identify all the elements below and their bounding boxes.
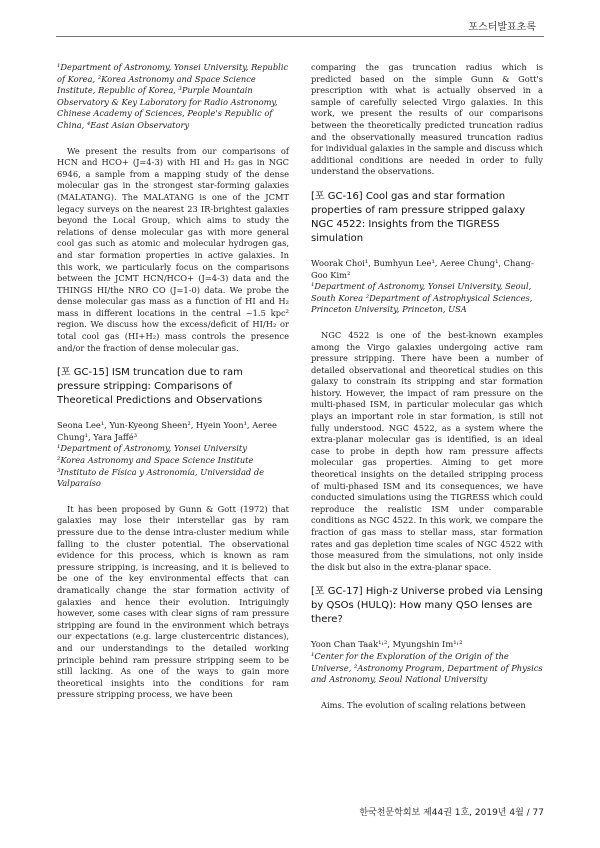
gc17-title: [포 GC-17] High-z Universe probed via Lensing by QSOs (HULQ): How many QSO lenses are there? (311, 586, 544, 626)
gc15-abstract: It has been proposed by Gunn & Gott (1972) that galaxies may lose their interstellar gas by ram pressure due to the dense intra-cluster medium while falling to the cluster potential. The observational evidence for this process, which is known as ram pressure stripping, is increasing, and it is believed to be one of the key environmental effects that can dramatically change the star formation activity of galaxies and hence their evolution. Intriguingly however, some cases with clear signs of ram pressure stripping are found in the environment which betrays our expectations (e.g. large clustercentric distances), and our understandings to the detailed working principle behind ram pressure stripping seem to be still lacking. As one of the ways to gain more theoretical insights into the conditions for ram pressure stripping process, we have been (57, 503, 289, 700)
gc17-abstract-start: Aims. The evolution of scaling relations between (321, 699, 526, 710)
affiliation-line: ³Instituto de Física y Astronomía, Universidad de Valparaíso (57, 466, 265, 489)
left-column (57, 62, 289, 713)
abstract-gc14-body: We present the results from our comparisons of HCN and HCO+ (J=4-3) with HI and H₂ gas in NGC 6946, a sample from a mapping study of the dense molecular gas in the strongest star-forming galaxies (MALATANG). The MALATANG is one of the JCMT legacy surveys on the nearest 23 IR-brightest galaxies beyond the Local Group, which aims to study the relations of dense molecular gas with more general cool gas such as atomic and molecular hydrogen gas, and star formation properties in active galaxies. In this work, we particularly focus on the comparisons between the JCMT HCN/HCO+ (J=4-3) data and the THINGS HI/the NRO CO (J=1-0) data. We probe the dense molecular gas mass as a function of HI and H₂ mass in different locations in the central ~1.5 kpc² region. We discuss how the excess/deficit of HI/H₂ or total cool gas (HI+H₂) mass controls the presence and/or the fraction of dense molecular gas. (57, 145, 289, 353)
section-header-label: 포스터발표초록 (468, 22, 536, 33)
right-column (311, 62, 543, 723)
header-divider (56, 36, 544, 37)
gc17-authors: Yoon Chan Taak¹˒², Myungshin Im¹˒² (311, 639, 463, 650)
gc15-title: [포 GC-15] ISM truncation due to ram pressure stripping: Comparisons of Theoretical Predictions and Observations (57, 367, 263, 407)
gc17-affiliations (311, 651, 543, 686)
affiliations-top (57, 62, 289, 132)
gc16-affiliations (311, 281, 543, 316)
gc16-abstract: NGC 4522 is one of the best-known examples among the Virgo galaxies undergoing active ram pressure stripping. There have been a number of detailed observational and theoretical studies on this galaxy to constrain its stripping and star formation history. However, the impact of ram pressure on the multi-phased ISM, in particular molecular gas which plays an important role in star formation, is still not fully understood. NGC 4522, as a system where the extra-planar molecular gas is identified, is an ideal case to probe in depth how ram pressure affects molecular gas properties. Aiming to get more theoretical insights on the detailed stripping process of multi-phased ISM and its consequences, we have conducted simulations using the TIGRESS which could reproduce the realistic ISM under comparable conditions as NGC 4522. In this work, we compare the fraction of gas mass to stellar mass, star formation rates and gas depletion time scales of NGC 4522 with those measured from the simulations, not only inside the disk but also in the extra-planar space. (311, 329, 543, 572)
gc15-affiliations (57, 443, 289, 489)
gc16-title: [포 GC-16] Cool gas and star formation properties of ram pressure stripped galaxy NGC 4522: Insights from the TIGRESS simulation (311, 190, 526, 244)
gc16-authors: Woorak Choi¹, Bumhyun Lee¹, Aeree Chung¹, Chang-Goo Kim² (311, 257, 534, 280)
affiliation-line: ¹Center for the Exploration of the Origin of the Universe, ²Astronomy Program, Department of Physics and Astronomy, Seoul National University (311, 650, 543, 685)
affiliation-line: ¹Department of Astronomy, Yonsei University, Republic of Korea, ²Korea Astronomy and Space Science Institute, Republic of Korea, ³Purple Mountain Observatory & Key Laboratory for Radio Astronomy, Chinese Academy of Sciences, People's Republic of China, ⁴East Asian Observatory (57, 62, 289, 130)
page-footer: 한국천문학회보 제44권 1호, 2019년 4월 / 77 (359, 808, 544, 818)
gc15-abstract-continued: comparing the gas truncation radius which is predicted based on the simple Gunn & Gott's prescription with what is actually observed in a sample of carefully selected Virgo galaxies. In this work, we present the results of our comparisons between the theoretically predicted truncation radius and the observationally measured truncation radius for individual galaxies in the sample and discuss which additional conditions are needed in order to fully understand the observations. (311, 62, 543, 177)
affiliation-line: ¹Department of Astronomy, Yonsei University, Seoul, South Korea ²Department of Astrophysical Sciences, Princeton University, Princeton, USA (311, 281, 533, 315)
affiliation-line: ²Korea Astronomy and Space Science Institute (57, 455, 254, 466)
affiliation-line: ¹Department of Astronomy, Yonsei University (57, 443, 247, 454)
gc15-authors: Seona Lee¹, Yun-Kyeong Sheen², Hyein Yoon¹, Aeree Chung¹, Yara Jaffé³ (57, 420, 277, 442)
